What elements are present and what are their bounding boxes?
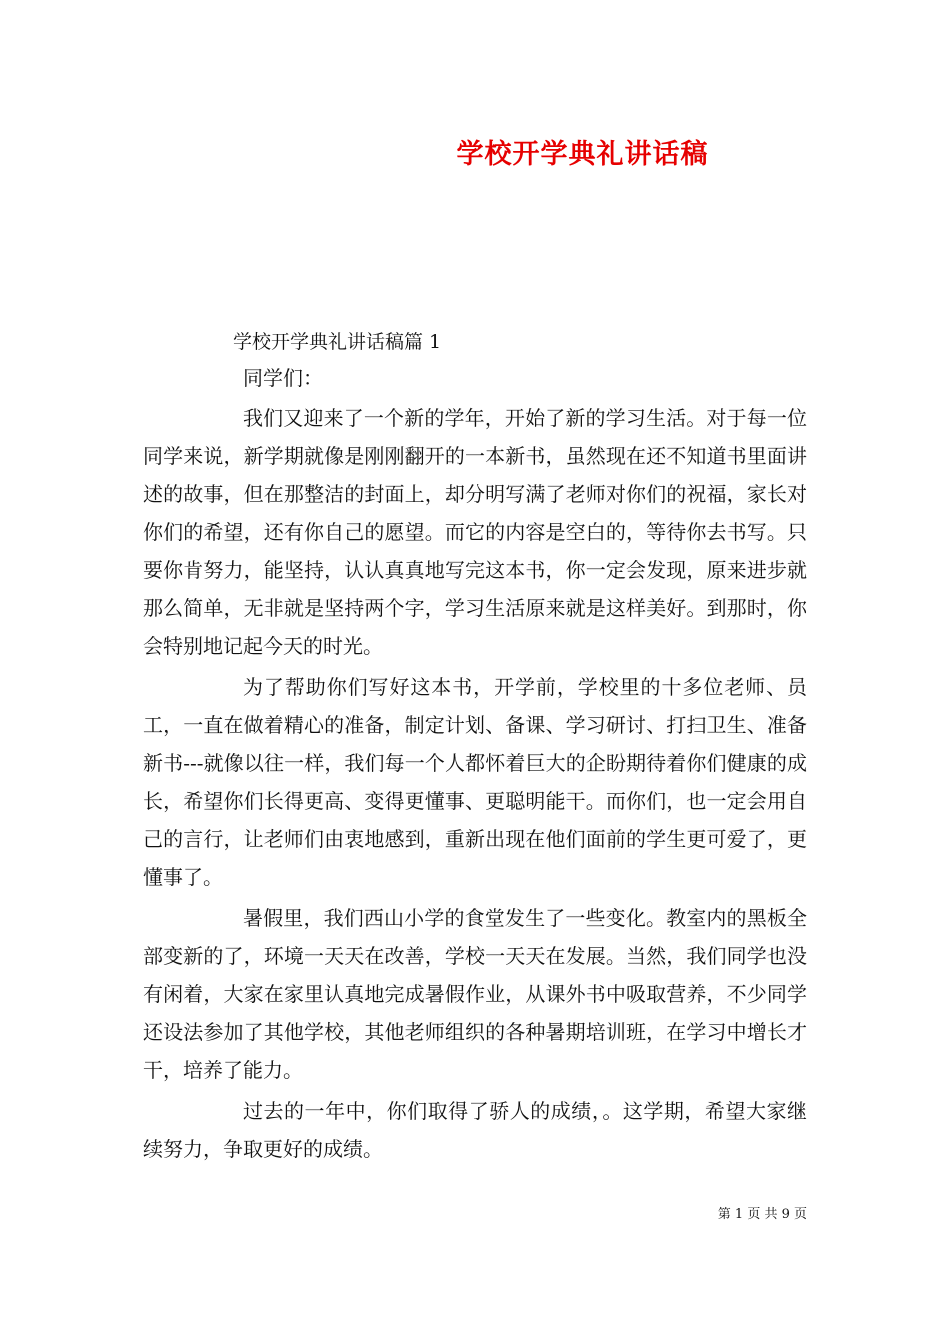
page-title: 学校开学典礼讲话稿 — [456, 139, 709, 170]
paragraph-4: 过去的一年中，你们取得了骄人的成绩，。这学期，希望大家继续努力，争取更好的成绩。 — [143, 1099, 807, 1161]
greeting: 同学们： — [243, 366, 323, 390]
paragraph-3: 暑假里，我们西山小学的食堂发生了一些变化。教室内的黑板全部变新的了，环境一天天在改善，学校一天天在发展。当然，我们同学也没有闲着，大家在家里认真地完成暑假作业，从课外书中吸取营养，不少同学还设法参加了其他学校，其他老师组织的各种暑期培训班，在学习中增长才干，培养了能力。 — [143, 906, 807, 1082]
paragraph-1: 我们又迎来了一个新的学年，开始了新的学习生活。对于每一位同学来说，新学期就像是刚刚翻开的一本新书，虽然现在还不知道书里面讲述的故事，但在那整洁的封面上，却分明写满了老师对你们的祝福，家长对你们的希望，还有你自己的愿望。而它的内容是空白的，等待你去书写。只要你肯努力，能坚持，认认真真地写完这本书，你一定会发现，原来进步就那么简单，无非就是坚持两个字，学习生活原来就是这样美好。到那时，你会特别地记起今天的时光。 — [143, 406, 807, 658]
document-body — [143, 324, 807, 1168]
section-heading: 学校开学典礼讲话稿篇 1 — [233, 331, 442, 353]
paragraph-2: 为了帮助你们写好这本书，开学前，学校里的十多位老师、员工，一直在做着精心的准备，制定计划、备课、学习研讨、打扫卫生、准备新书---就像以往一样，我们每一个人都怀着巨大的企盼期待着你们健康的成长，希望你们长得更高、变得更懂事、更聪明能干。而你们，也一定会用自己的言行，让老师们由衷地感到，重新出现在他们面前的学生更可爱了，更懂事了。 — [143, 675, 807, 889]
page-footer: 第 1 页 共 9 页 — [717, 1207, 807, 1222]
